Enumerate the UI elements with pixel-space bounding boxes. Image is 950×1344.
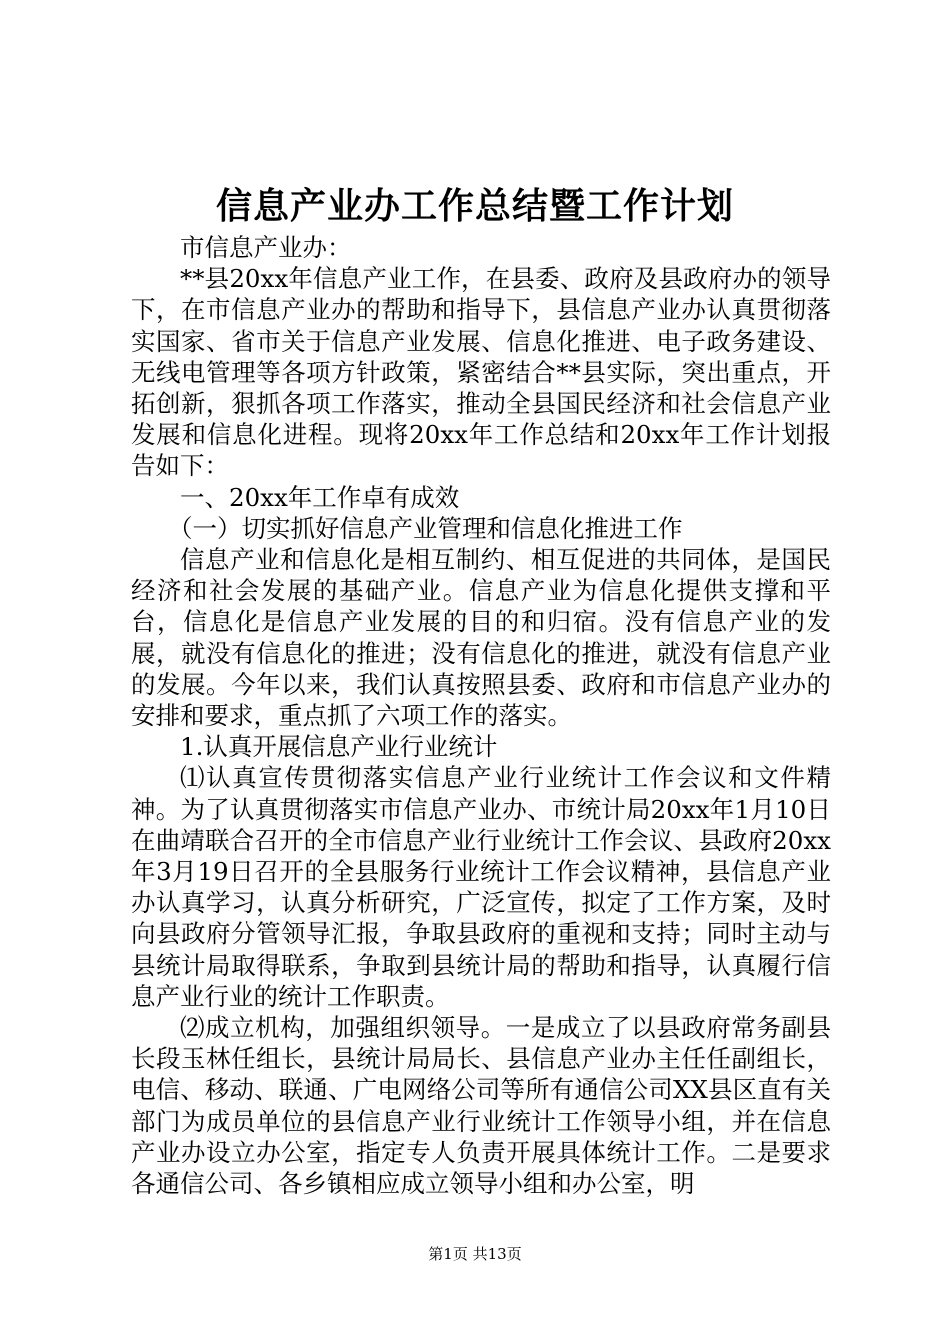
salutation-paragraph: 市信息产业办： bbox=[180, 233, 352, 262]
item-heading: 1.认真开展信息产业行业统计 bbox=[180, 732, 498, 762]
section-heading: 一、20xx年工作卓有成效 bbox=[180, 482, 460, 512]
body-paragraph: ⑵成立机构，加强组织领导。一是成立了以县政府常务副县长段玉林任组长，县统计局局长、县信息产业办主任任副组长，电信、移动、联通、广电网络公司等所有通信公司XX县区直有关部门为成员单位的县信息产业行业统计工作领导小组，并在信息产业办设立办公室，指定专人负责开展具体统计工作。二是要求各通信公司、各乡镇相应成立领导小组和办公室，明 bbox=[131, 1013, 831, 1199]
document-body bbox=[131, 232, 831, 1199]
page-footer: 第1页 共13页 bbox=[428, 1245, 522, 1263]
body-paragraph: ⑴认真宣传贯彻落实信息产业行业统计工作会议和文件精神。为了认真贯彻落实市信息产业办、市统计局20xx年1月10日在曲靖联合召开的全市信息产业行业统计工作会议、县政府20xx年3月19日召开的全县服务行业统计工作会议精神，县信息产业办认真学习，认真分析研究，广泛宣传，拟定了工作方案，及时向县政府分管领导汇报，争取县政府的重视和支持；同时主动与县统计局取得联系，争取到县统计局的帮助和指导，认真履行信息产业行业的统计工作职责。 bbox=[131, 763, 831, 1011]
intro-paragraph: **县20xx年信息产业工作，在县委、政府及县政府办的领导下，在市信息产业办的帮助和指导下，县信息产业办认真贯彻落实国家、省市关于信息产业发展、信息化推进、电子政务建设、无线电管理等各项方针政策，紧密结合**县实际，突出重点，开拓创新，狠抓各项工作落实，推动全县国民经济和社会信息产业发展和信息化进程。现将20xx年工作总结和20xx年工作计划报告如下： bbox=[131, 264, 831, 481]
subsection-heading: （一）切实抓好信息产业管理和信息化推进工作 bbox=[168, 513, 683, 543]
document-title: 信息产业办工作总结暨工作计划 bbox=[215, 185, 734, 227]
body-paragraph: 信息产业和信息化是相互制约、相互促进的共同体，是国民经济和社会发展的基础产业。信息产业为信息化提供支撑和平台，信息化是信息产业发展的目的和归宿。没有信息产业的发展，就没有信息化的推进；没有信息化的推进，就没有信息产业的发展。今年以来，我们认真按照县委、政府和市信息产业办的安排和要求，重点抓了六项工作的落实。 bbox=[131, 545, 831, 731]
